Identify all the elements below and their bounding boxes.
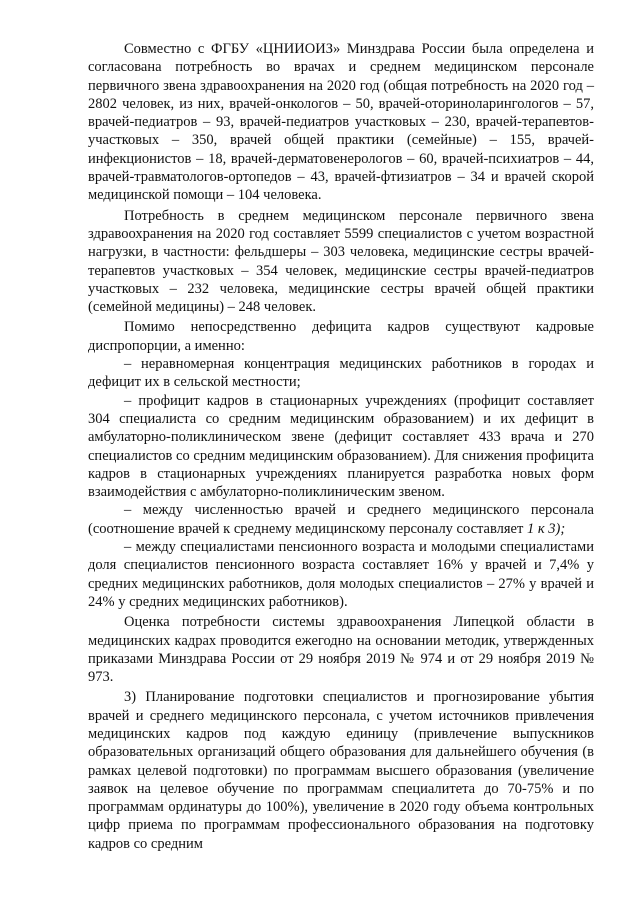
paragraph-staff-imbalances-intro: Помимо непосредственно дефицита кадров существуют кадровые диспропорции, а именно: [88,319,594,354]
ratio-text: – между численностью врачей и среднего медицинского персонала (соотношение врачей к среднему медицинскому персоналу составляет [88,502,594,537]
ratio-value: 1 к 3); [526,520,566,537]
paragraph-needs-assessment: Оценка потребности системы здравоохранения Липецкой области в медицинских кадрах проводится ежегодно на основании методик, утвержденных приказами Минздрава России от 29 ноября 2019 № 974 и от 29 ноября 2019 № 973. [88,614,594,686]
paragraph-nursing-staff-needs: Потребность в среднем медицинском персонале первичного звена здравоохранения на 2020 год составляет 5599 специалистов с учетом возрастной нагрузки, в частности: фельдшеры – 303 человека, медицинские сестры врачей-терапевтов участковых – 354 человек, медицинские сестры врачей-педиатров участковых – 232 человека, медицинские сестры врачей общей практики (семейной медицины) – 248 человек. [88,207,594,316]
list-item-age-structure: – между специалистами пенсионного возраста и молодыми специалистами доля специалистов пенсионного возраста составляет 16% у врачей и 7,4% у средних медицинских работников, доля молодых специалистов – 27% у врачей и 24% у средних медицинских работников). [88,539,594,610]
paragraph-needs-overview: Совместно с ФГБУ «ЦНИИОИЗ» Минздрава России была определена и согласована потребность во врачах и среднем медицинском персонале первичного звена здравоохранения на 2020 год (общая потребность на 2020 год – 2802 человек, из них, врачей-онкологов – 50, врачей-оториноларингологов – 57, врачей-педиатров – 93, врачей-педиатров участковых – 230, врачей-терапевтов-участковых – 350, врачей общей практики (семейные) – 155, врачей-инфекционистов – 18, врачей-дерматовенерологов – 60, врачей-психиатров – 44, врачей-травматологов-ортопедов – 43, врачей-фтизиатров – 34 и врачей скорой медицинской помощи – 104 человека. [88,41,594,204]
paragraph-training-planning: 3) Планирование подготовки специалистов и прогнозирование убытия врачей и среднего медицинского персонала, с учетом источников привлечения медицинских кадров под каждую единицу (привлечение выпускников образовательных организаций общего образования для дальнейшего обучения (в рамках целевой подготовки) по программам высшего образования (увеличение заявок на целевое обучение по программам специалитета до 70-75% и по программам ординатуры до 100%), увеличение в 2020 году объема контрольных цифр приема по программам профессионального образования на подготовку кадров со средним [88,689,594,852]
document-body [88,40,594,853]
list-item-hospital-surplus: – профицит кадров в стационарных учреждениях (профицит составляет 304 специалиста со средним медицинским образованием) и их дефицит в амбулаторно-поликлиническом звене (дефицит составляет 433 врача и 270 специалистов со средним медицинским образованием). Для снижения профицита кадров в стационарных учреждениях планируется разработка новых форм взаимодействия с амбулаторно-поликлиническим звеном. [88,392,594,501]
list-item-uneven-concentration: – неравномерная концентрация медицинских работников в городах и дефицит их в сельской местности; [88,356,594,391]
list-item-doctor-nurse-ratio [88,501,594,538]
